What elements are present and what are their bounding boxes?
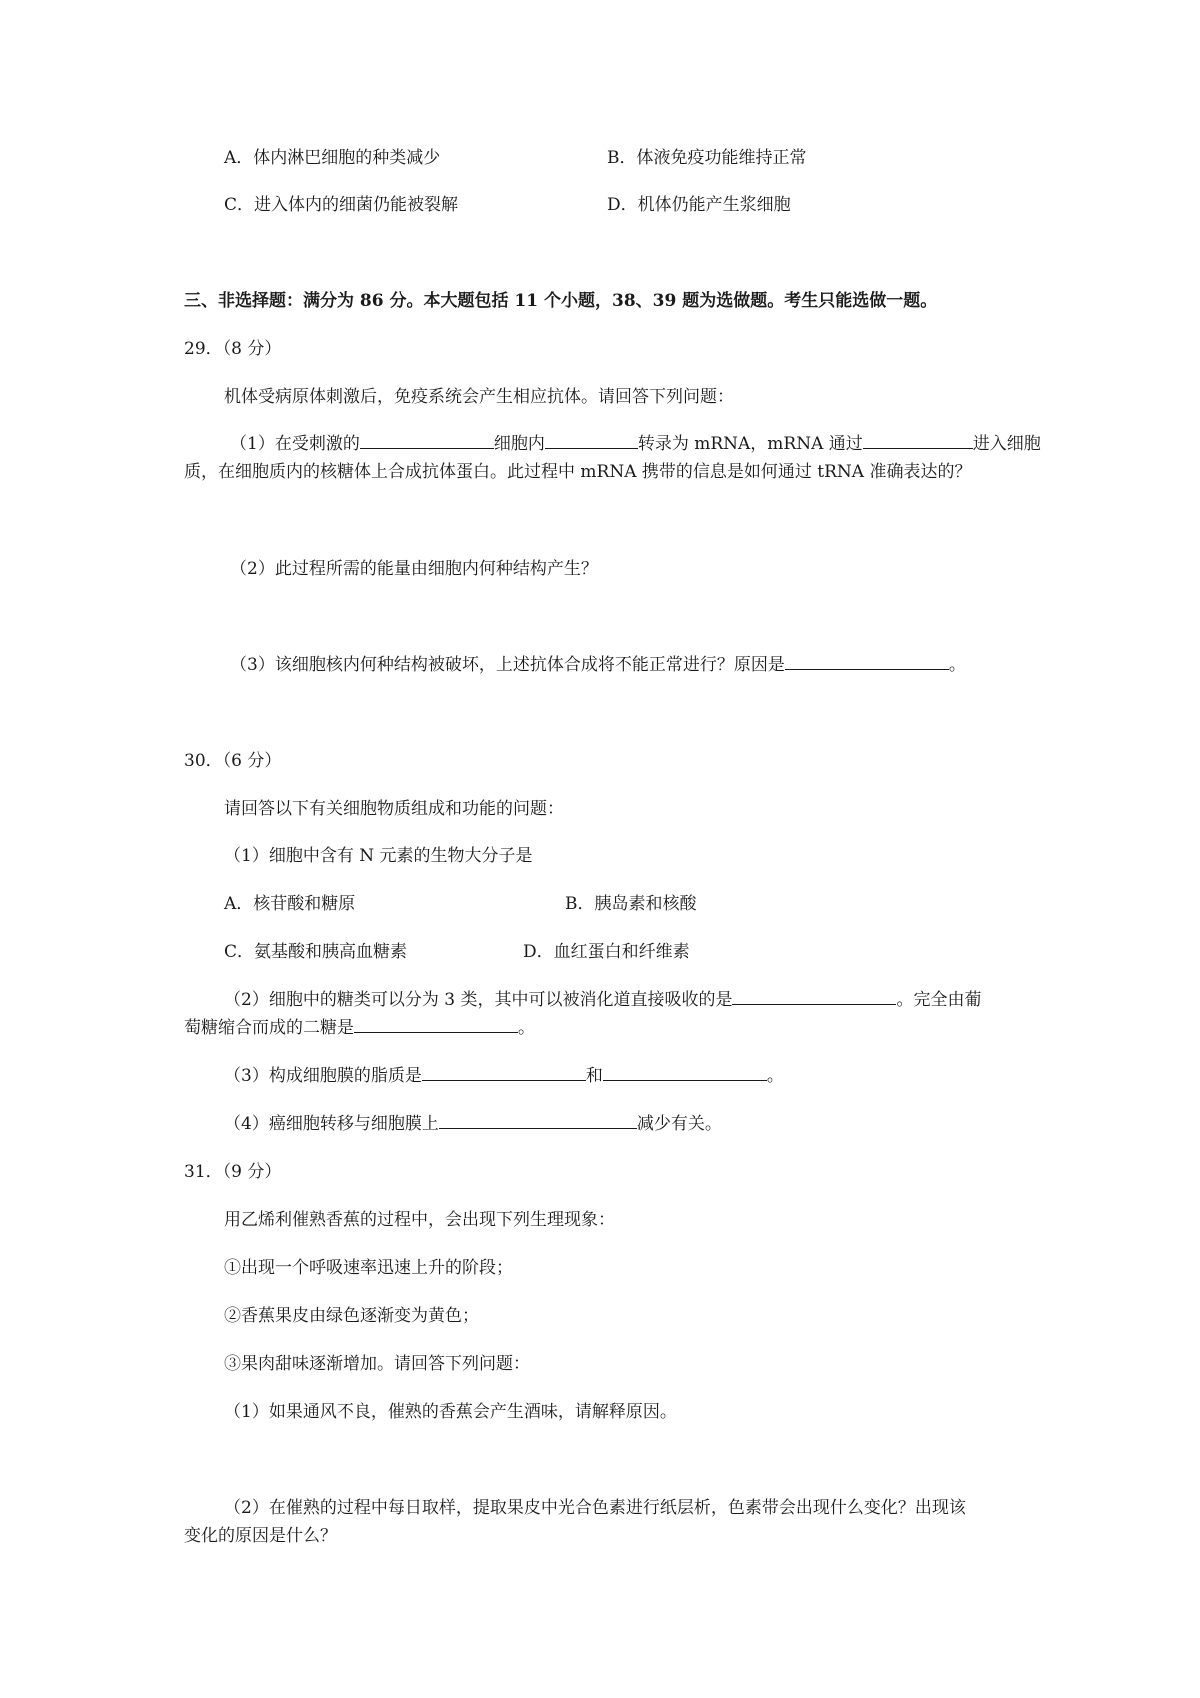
q30-part4-text-a: （4）癌细胞转移与细胞膜上 (224, 1114, 439, 1134)
q30-option-b: B．胰岛素和核酸 (565, 894, 697, 914)
q30-part2-text-c: 萄糖缩合而成的二糖是 (184, 1018, 354, 1038)
q31-intro: 用乙烯利催熟香蕉的过程中，会出现下列生理现象： (224, 1210, 615, 1230)
q31-part2-line1: （2）在催熟的过程中每日取样，提取果皮中光合色素进行纸层析，色素带会出现什么变化？出现该 (224, 1498, 966, 1518)
q30-part4-text-b: 减少有关。 (636, 1114, 722, 1134)
answer-blank (785, 653, 949, 670)
answer-blank (545, 432, 638, 449)
q30-option-a: A．核苷酸和糖原 (224, 894, 356, 914)
q28-option-b: B．体液免疫功能维持正常 (607, 148, 807, 168)
q29-part1-text-a: （1）在受刺激的 (230, 434, 360, 454)
q30-part4 (224, 1112, 722, 1136)
q29-part1-text-b: 细胞内 (493, 434, 545, 454)
q30-part2-text-a: （2）细胞中的糖类可以分为 3 类，其中可以被消化道直接吸收的是 (224, 990, 733, 1010)
section-heading: 三、非选择题：满分为 86 分。本大题包括 11 个小题，38、39 题为选做题。考生只能选做一题。 (184, 291, 938, 311)
q29-part1-text-c: 转录为 mRNA，mRNA 通过 (637, 434, 863, 454)
answer-blank (439, 1112, 637, 1129)
q28-option-d: D．机体仍能产生浆细胞 (607, 195, 791, 215)
q31-item-1: ①出现一个呼吸速率迅速上升的阶段； (224, 1258, 513, 1278)
q29-part2: （2）此过程所需的能量由细胞内何种结构产生？ (230, 559, 598, 579)
q29-part3-text-b: 。 (948, 655, 966, 675)
q29-part1-line1 (230, 432, 1041, 456)
answer-blank (422, 1064, 586, 1081)
q30-part3-text-b: 和 (585, 1066, 603, 1086)
q29-part1-text-d: 进入细胞 (972, 434, 1041, 454)
q30-part3-text-c: 。 (766, 1066, 784, 1086)
q31-part1: （1）如果通风不良，催熟的香蕉会产生酒味，请解释原因。 (224, 1402, 677, 1422)
answer-blank (354, 1016, 518, 1033)
q29-part3 (230, 653, 966, 677)
q30-option-d: D．血红蛋白和纤维素 (523, 942, 690, 962)
q30-part1: （1）细胞中含有 N 元素的生物大分子是 (224, 846, 533, 866)
q28-option-c: C．进入体内的细菌仍能被裂解 (224, 195, 459, 215)
q31-item-2: ②香蕉果皮由绿色逐渐变为黄色； (224, 1306, 479, 1326)
q31-item-3: ③果肉甜味逐渐增加。请回答下列问题： (224, 1354, 530, 1374)
q30-intro: 请回答以下有关细胞物质组成和功能的问题： (224, 799, 564, 819)
answer-blank (360, 432, 494, 449)
q29-header: 29．（8 分） (184, 339, 282, 359)
q31-part2-line2: 变化的原因是什么？ (184, 1526, 337, 1546)
answer-blank (732, 988, 896, 1005)
answer-blank (863, 432, 973, 449)
q30-part3 (224, 1064, 784, 1088)
q30-part2-line1 (224, 988, 981, 1012)
q29-part1-line2: 质，在细胞质内的核糖体上合成抗体蛋白。此过程中 mRNA 携带的信息是如何通过 tRNA 准确表达的？ (184, 462, 972, 482)
q29-part3-text-a: （3）该细胞核内何种结构被破坏，上述抗体合成将不能正常进行？原因是 (230, 655, 785, 675)
q28-option-a: A．体内淋巴细胞的种类减少 (224, 148, 441, 168)
q30-part2-text-b: 。完全由葡 (896, 990, 982, 1010)
q31-header: 31．（9 分） (184, 1162, 282, 1182)
q30-header: 30．（6 分） (184, 751, 282, 771)
q30-part2-text-d: 。 (518, 1018, 535, 1038)
q30-part2-line2 (184, 1016, 535, 1040)
q30-option-c: C．氨基酸和胰高血糖素 (224, 942, 408, 962)
answer-blank (603, 1064, 767, 1081)
q30-part3-text-a: （3）构成细胞膜的脂质是 (224, 1066, 422, 1086)
q29-intro: 机体受病原体刺激后，免疫系统会产生相应抗体。请回答下列问题： (224, 387, 734, 407)
